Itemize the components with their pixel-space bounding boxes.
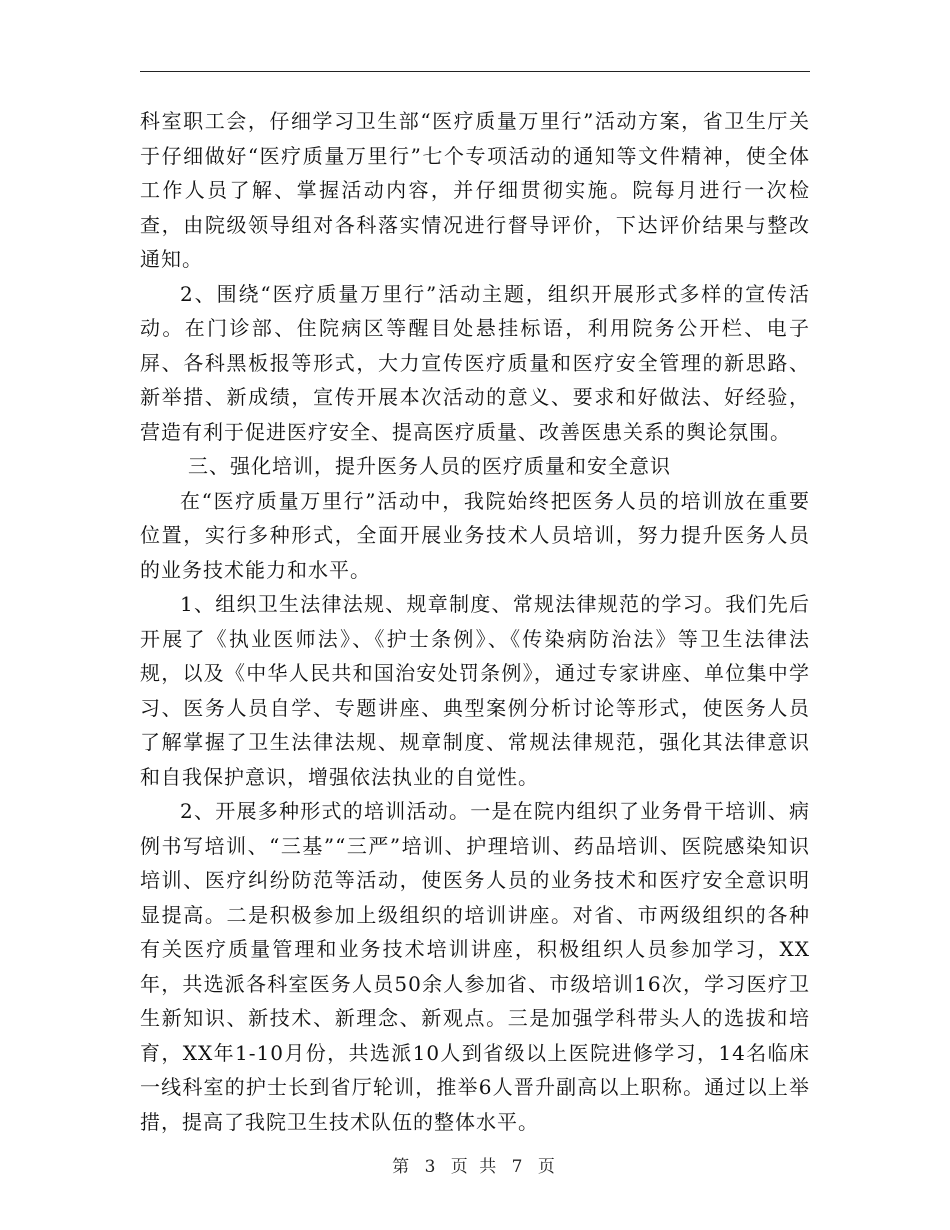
document-body bbox=[140, 104, 810, 1139]
footer-middle: 页 共 bbox=[450, 1157, 500, 1177]
page-footer bbox=[0, 1152, 950, 1177]
footer-prefix: 第 bbox=[392, 1157, 413, 1177]
paragraph: 2、开展多种形式的培训活动。一是在院内组织了业务骨干培训、病例书写培训、“三基”“三严”培训、护理培训、药品培训、医院感染知识培训、医疗纠纷防范等活动，使医务人员的业务技术和医疗安全意识明显提高。二是积极参加上级组织的培训讲座。对省、市两级组织的各种有关医疗质量管理和业务技术培训讲座，积极组织人员参加学习，XX年，共选派各科室医务人员50余人参加省、市级培训16次，学习医疗卫生新知识、新技术、新理念、新观点。三是加强学科带头人的选拔和培育，XX年1-10月份，共选派10人到省级以上医院进修学习，14名临床一线科室的护士长到省厅轮训，推举6人晋升副高以上职称。通过以上举措，提高了我院卫生技术队伍的整体水平。 bbox=[140, 799, 810, 1134]
footer-suffix: 页 bbox=[537, 1157, 558, 1177]
section-heading: 三、强化培训，提升医务人员的医疗质量和安全意识 bbox=[188, 454, 671, 478]
paragraph: 2、围绕“医疗质量万里行”活动主题，组织开展形式多样的宣传活动。在门诊部、住院病区等醒目处悬挂标语，利用院务公开栏、电子屏、各科黑板报等形式，大力宣传医疗质量和医疗安全管理的新思路、新举措、新成绩，宣传开展本次活动的意义、要求和好做法、好经验，营造有利于促进医疗安全、提高医疗质量、改善医患关系的舆论氛围。 bbox=[140, 281, 810, 444]
paragraph: 在“医疗质量万里行”活动中，我院始终把医务人员的培训放在重要位置，实行多种形式，全面开展业务技术人员培训，努力提升医务人员的业务技术能力和水平。 bbox=[140, 488, 810, 582]
footer-total-pages: 7 bbox=[511, 1157, 526, 1177]
paragraph: 科室职工会，仔细学习卫生部“医疗质量万里行”活动方案，省卫生厅关于仔细做好“医疗质量万里行”七个专项活动的通知等文件精神，使全体工作人员了解、掌握活动内容，并仔细贯彻实施。院每月进行一次检查，由院级领导组对各科落实情况进行督导评价，下达评价结果与整改通知。 bbox=[140, 109, 810, 271]
paragraph: 1、组织卫生法律法规、规章制度、常规法律规范的学习。我们先后开展了《执业医师法》、《护士条例》、《传染病防治法》等卫生法律法规，以及《中华人民共和国治安处罚条例》，通过专家讲座、单位集中学习、医务人员自学、专题讲座、典型案例分析讨论等形式，使医务人员了解掌握了卫生法律法规、规章制度、常规法律规范，强化其法律意识和自我保护意识，增强依法执业的自觉性。 bbox=[140, 592, 810, 789]
footer-current-page: 3 bbox=[424, 1157, 439, 1177]
header-rule bbox=[140, 71, 810, 72]
